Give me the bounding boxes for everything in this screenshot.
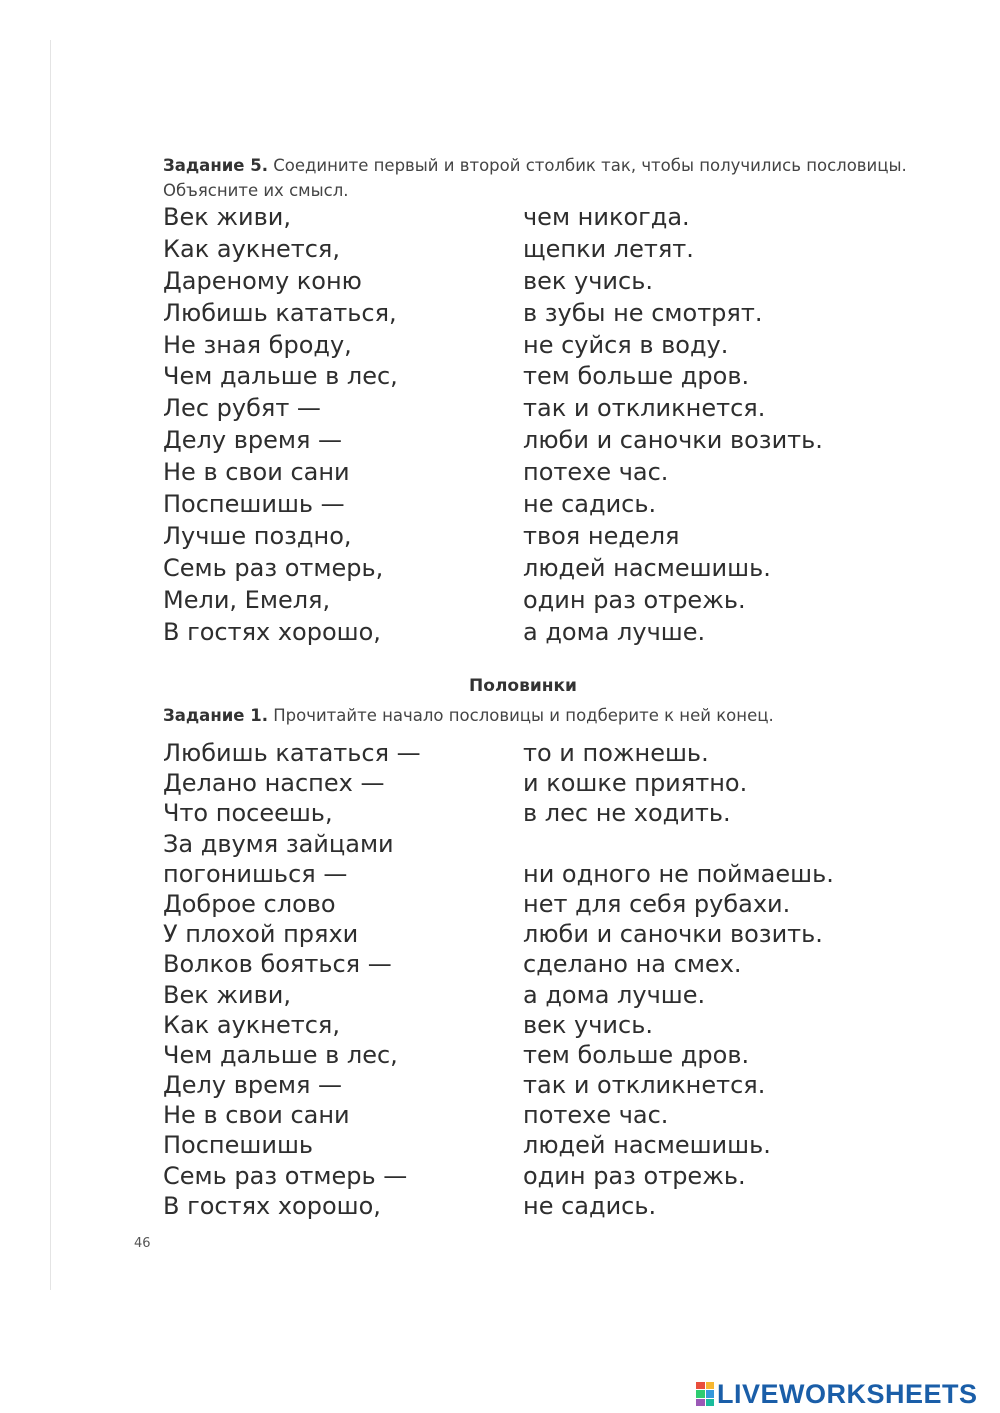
proverb-end: людей насмешишь. — [523, 553, 771, 582]
proverb-end: твоя неделя — [523, 521, 680, 550]
proverb-end: не садись. — [523, 490, 657, 519]
proverb-start: Дареному коню — [163, 266, 362, 295]
proverb-start: Не в свои сани — [163, 458, 350, 487]
proverb-start: Как аукнется, — [163, 1010, 340, 1039]
logo-square — [696, 1399, 705, 1406]
proverb-start: Любишь кататься, — [163, 298, 397, 327]
page-number: 46 — [134, 1236, 151, 1251]
proverb-end: в зубы не смотрят. — [523, 298, 763, 327]
logo-square — [706, 1390, 715, 1397]
proverb-start: Чем дальше в лес, — [163, 1040, 398, 1069]
proverb-end: щепки летят. — [523, 234, 694, 263]
proverb-start: Любишь кататься — — [163, 739, 421, 767]
task5-right-column — [523, 202, 823, 648]
page-edge-line — [50, 40, 51, 1290]
proverb-start: Век живи, — [163, 980, 291, 1009]
proverb-start: Делано наспех — — [163, 769, 385, 798]
proverb-end: ни одного не поймаешь. — [523, 859, 834, 888]
proverb-start: Волков бояться — — [163, 950, 392, 979]
proverb-start: погонишься — — [163, 859, 348, 888]
logo-square — [706, 1399, 715, 1406]
proverb-start: Лес рубят — — [163, 394, 321, 423]
task1-right-column — [523, 738, 834, 1221]
proverb-end: люби и саночки возить. — [523, 920, 823, 949]
logo-square — [696, 1390, 705, 1397]
proverb-start: Век живи, — [163, 203, 291, 231]
section-title: Половинки — [469, 676, 577, 696]
proverb-end: и кошке приятно. — [523, 769, 748, 798]
proverb-end: век учись. — [523, 1010, 653, 1039]
proverb-start: Семь раз отмерь, — [163, 553, 384, 582]
proverb-start: Делу время — — [163, 426, 343, 455]
proverb-start: Поспешишь — — [163, 490, 345, 519]
proverb-end: а дома лучше. — [523, 980, 706, 1009]
proverb-start: Лучше поздно, — [163, 521, 352, 550]
proverb-end: так и откликнется. — [523, 394, 766, 423]
proverb-start: Чем дальше в лес, — [163, 362, 398, 391]
proverb-end: так и откликнется. — [523, 1071, 766, 1100]
task1-text: Прочитайте начало пословицы и подберите к ней конец. — [267, 706, 774, 725]
proverb-end: не садись. — [523, 1191, 657, 1220]
proverb-end: один раз отрежь. — [523, 1161, 746, 1190]
proverb-end: век учись. — [523, 266, 653, 295]
liveworksheets-logo-text: LIVEWORKSHEETS — [717, 1378, 978, 1409]
proverb-end: чем никогда. — [523, 203, 690, 231]
proverb-start: Как аукнется, — [163, 234, 340, 263]
task5-label: Задание 5. — [163, 156, 268, 175]
proverb-start: Семь раз отмерь — — [163, 1161, 408, 1190]
proverb-end: а дома лучше. — [523, 617, 706, 646]
task1-instructions — [163, 703, 923, 728]
proverb-end: потехе час. — [523, 458, 669, 487]
task1-left-column — [163, 738, 421, 1221]
proverb-end — [523, 829, 834, 859]
liveworksheets-logo-icon — [696, 1382, 714, 1406]
proverb-end: потехе час. — [523, 1101, 669, 1130]
proverb-start: У плохой пряхи — [163, 920, 359, 949]
proverb-end: в лес не ходить. — [523, 799, 731, 828]
proverb-start: Поспешишь — [163, 1131, 314, 1160]
proverb-start: Что посеешь, — [163, 799, 333, 828]
task5-instructions — [163, 153, 923, 203]
proverb-start: Мели, Емеля, — [163, 585, 331, 614]
task1-label: Задание 1. — [163, 706, 268, 725]
proverb-end: нет для себя рубахи. — [523, 889, 791, 918]
task5-text-line1: Соедините первый и второй столбик так, чтобы получились пословицы. — [267, 156, 907, 175]
proverb-start: Делу время — — [163, 1071, 343, 1100]
liveworksheets-logo — [696, 1379, 978, 1409]
logo-square — [696, 1382, 705, 1389]
proverb-end: не суйся в воду. — [523, 330, 729, 359]
proverb-start: Не зная броду, — [163, 330, 352, 359]
proverb-end: тем больше дров. — [523, 362, 750, 391]
proverb-start: За двумя зайцами — [163, 829, 394, 858]
proverb-start: Доброе слово — [163, 889, 336, 918]
proverb-end: людей насмешишь. — [523, 1131, 771, 1160]
task5-text-line2: Объясните их смысл. — [163, 181, 349, 200]
proverb-start: В гостях хорошо, — [163, 1191, 381, 1220]
proverb-end: один раз отрежь. — [523, 585, 746, 614]
proverb-end: люби и саночки возить. — [523, 426, 823, 455]
proverb-end: тем больше дров. — [523, 1040, 750, 1069]
logo-square — [706, 1382, 715, 1389]
proverb-start: Не в свои сани — [163, 1101, 350, 1130]
proverb-end: сделано на смех. — [523, 950, 742, 979]
task5-left-column — [163, 202, 398, 648]
proverb-end: то и пожнешь. — [523, 739, 709, 767]
proverb-start: В гостях хорошо, — [163, 617, 381, 646]
